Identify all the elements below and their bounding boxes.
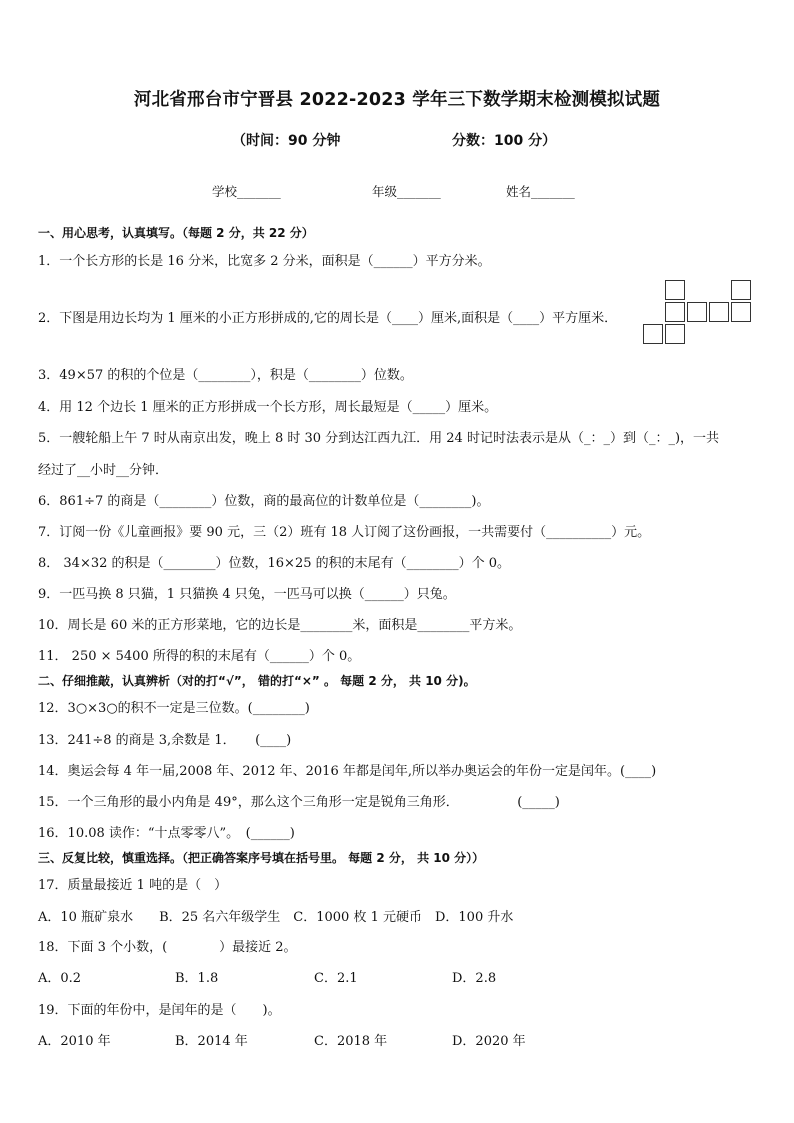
question-13: 13．241÷8 的商是 3,余数是 1． (____): [38, 733, 292, 748]
exam-time: （时间：90 分钟: [232, 133, 341, 149]
figure-square: [731, 302, 751, 322]
figure-square: [665, 324, 685, 344]
question-19-option-d: D．2020 年: [452, 1034, 526, 1049]
figure-square: [665, 280, 685, 300]
question-18-option-c: C．2.1: [314, 971, 358, 986]
question-10: 10．周长是 60 米的正方形菜地，它的边长是________米，面积是________平方米。: [38, 618, 522, 633]
question-16: 16．10.08 读作：“十点零零八”。 (______): [38, 826, 295, 841]
exam-score: 分数：100 分）: [452, 133, 557, 149]
question-17: 17．质量最接近 1 吨的是（ ）: [38, 878, 228, 893]
figure-square: [731, 280, 751, 300]
question-5-line-2: 经过了__小时__分钟．: [38, 463, 169, 478]
question-19-option-b: B．2014 年: [175, 1034, 248, 1049]
question-15: 15．一个三角形的最小内角是 49°，那么这个三角形一定是锐角三角形． (_____): [38, 795, 560, 810]
question-4: 4．用 12 个边长 1 厘米的正方形拼成一个长方形，周长最短是（_____）厘米。: [38, 400, 498, 415]
question-7: 7．订阅一份《儿童画报》要 90 元，三（2）班有 18 人订阅了这份画报，一共需要付（__________）元。: [38, 525, 651, 540]
grade-field: 年级_______: [372, 184, 441, 199]
figure-square: [643, 324, 663, 344]
school-field: 学校_______: [212, 184, 281, 199]
question-19: 19．下面的年份中，是闰年的是（ )。: [38, 1003, 281, 1018]
section-1-heading: 一、用心思考，认真填写。（每题 2 分，共 22 分）: [38, 226, 314, 240]
question-8: 8． 34×32 的积是（________）位数，16×25 的积的末尾有（________）个 0。: [38, 556, 511, 571]
question-19-option-a: A．2010 年: [38, 1034, 111, 1049]
section-3-heading: 三、反复比较，慎重选择。（把正确答案序号填在括号里。 每题 2 分， 共 10 分））: [38, 851, 485, 865]
question-9: 9．一匹马换 8 只猫，1 只猫换 4 只兔，一匹马可以换（______）只兔。: [38, 587, 456, 602]
question-6: 6．861÷7 的商是（________）位数，商的最高位的计数单位是（________)。: [38, 494, 490, 509]
question-18: 18．下面 3 个小数，( ）最接近 2。: [38, 940, 297, 955]
figure-square: [687, 302, 707, 322]
name-field: 姓名_______: [506, 184, 575, 199]
question-14: 14．奥运会每 4 年一届,2008 年、2012 年、2016 年都是闰年,所以举办奥运会的年份一定是闰年。(____): [38, 764, 657, 779]
question-18-option-a: A．0.2: [38, 971, 82, 986]
square-figure: [643, 280, 753, 346]
question-18-option-b: B．1.8: [175, 971, 219, 986]
figure-square: [665, 302, 685, 322]
figure-square: [709, 302, 729, 322]
question-3: 3．49×57 的积的个位是（________），积是（________）位数。: [38, 368, 413, 383]
question-12: 12．3○×3○的积不一定是三位数。(________): [38, 701, 310, 716]
question-1: 1．一个长方形的长是 16 分米，比宽多 2 分米，面积是（______）平方分米。: [38, 254, 491, 269]
page-title: 河北省邢台市宁晋县 2022-2023 学年三下数学期末检测模拟试题: [133, 90, 661, 110]
question-5-line-1: 5．一艘轮船上午 7 时从南京出发，晚上 8 时 30 分到达江西九江．用 24 时记时法表示是从（_：_）到（_：_)，一共: [38, 431, 720, 446]
question-11: 11． 250 × 5400 所得的积的末尾有（______）个 0。: [38, 649, 361, 664]
question-17-options: A．10 瓶矿泉水 B．25 名六年级学生 C．1000 枚 1 元硬币 D．100 升水: [38, 910, 514, 925]
question-18-option-d: D．2.8: [452, 971, 497, 986]
question-19-option-c: C．2018 年: [314, 1034, 388, 1049]
question-2: 2．下图是用边长均为 1 厘米的小正方形拼成的,它的周长是（____）厘米,面积是（____）平方厘米．: [38, 311, 618, 326]
section-2-heading: 二、仔细推敲，认真辨析（对的打“√”， 错的打“×” 。 每题 2 分， 共 10 分)。: [38, 674, 476, 688]
